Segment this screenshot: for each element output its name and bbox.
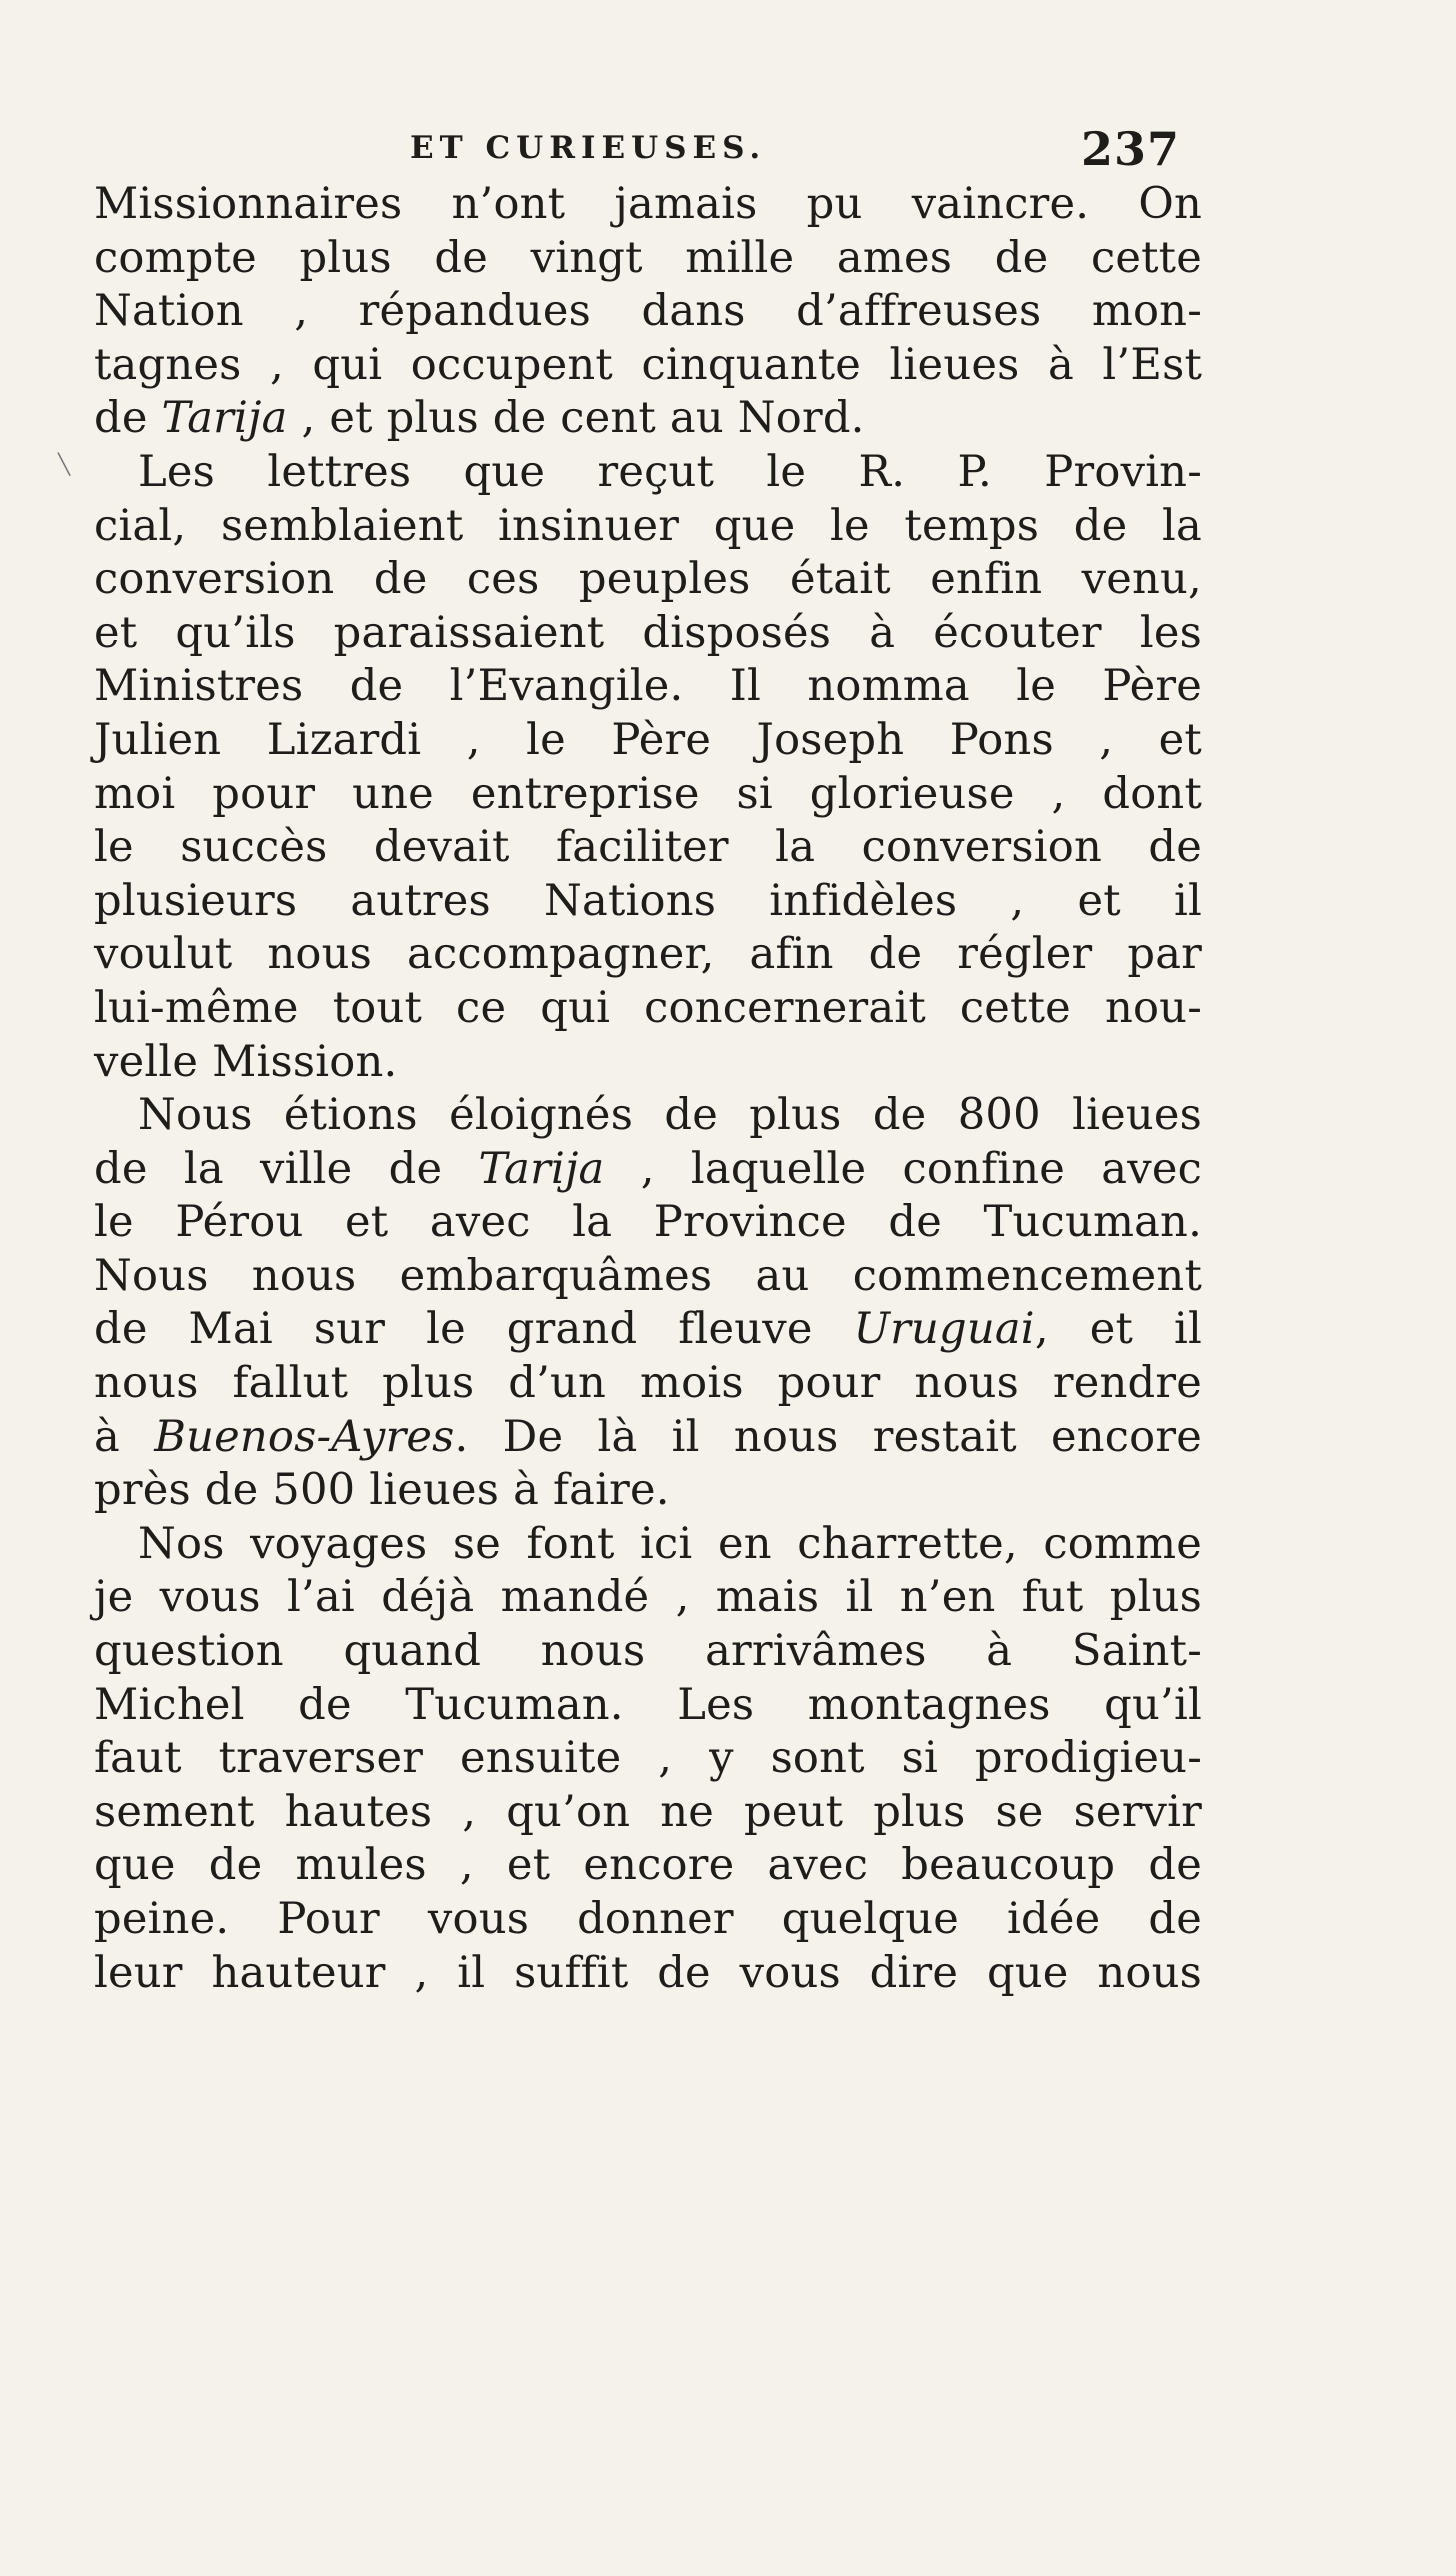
text-segment: voulut nous accompagner, afin de régler par xyxy=(94,929,1202,980)
text-segment: Les lettres que reçut le R. P. Provin- xyxy=(138,446,1202,497)
text-segment: compte plus de vingt mille ames de cette xyxy=(94,232,1202,283)
text-line xyxy=(94,982,1202,1036)
text-segment: moi pour une entreprise si glorieuse , dont xyxy=(94,768,1202,819)
text-line xyxy=(94,875,1202,929)
text-segment: leur hauteur , il suffit de vous dire que nous xyxy=(94,1947,1202,1998)
text-segment: lui-même tout ce qui concernerait cette nou- xyxy=(94,982,1202,1033)
text-line xyxy=(94,607,1202,661)
italic-text-segment: Uruguai xyxy=(853,1304,1035,1355)
text-line xyxy=(94,1143,1202,1197)
text-line xyxy=(94,339,1202,393)
text-line xyxy=(94,553,1202,607)
italic-text-segment: Tarija xyxy=(161,393,288,444)
text-segment: faut traverser ensuite , y sont si prodigieu- xyxy=(94,1733,1202,1784)
text-line xyxy=(94,1196,1202,1250)
text-segment: Nous étions éloignés de plus de 800 lieues xyxy=(138,1090,1202,1141)
text-line xyxy=(94,392,1202,446)
italic-text-segment: Buenos-Ayres xyxy=(154,1411,455,1462)
text-line xyxy=(94,1411,1202,1465)
text-segment: le Pérou et avec la Province de Tucuman. xyxy=(94,1197,1202,1248)
text-line xyxy=(94,285,1202,339)
text-line xyxy=(94,1464,1202,1518)
text-segment: le succès devait faciliter la conversion de xyxy=(94,822,1202,873)
text-segment: question quand nous arrivâmes à Saint- xyxy=(94,1626,1202,1677)
body-text xyxy=(94,178,1202,2000)
text-segment: Nous nous embarquâmes au commencement xyxy=(94,1250,1202,1301)
text-line xyxy=(94,928,1202,982)
text-line xyxy=(94,1947,1202,2001)
text-segment: . De là il nous restait encore xyxy=(454,1411,1202,1462)
text-line xyxy=(94,1786,1202,1840)
text-segment: Nos voyages se font ici en charrette, comme xyxy=(138,1518,1202,1569)
text-segment: , et il xyxy=(1034,1304,1203,1355)
text-segment: Missionnaires n’ont jamais pu vaincre. On xyxy=(94,179,1202,229)
running-head xyxy=(380,122,1200,178)
text-line xyxy=(94,1036,1202,1090)
text-line xyxy=(94,660,1202,714)
text-line xyxy=(94,1518,1202,1572)
text-line xyxy=(94,446,1202,500)
text-line xyxy=(94,1893,1202,1947)
text-segment: peine. Pour vous donner quelque idée de xyxy=(94,1894,1202,1944)
text-line xyxy=(94,1250,1202,1304)
text-line xyxy=(94,232,1202,286)
text-segment: je vous l’ai déjà mandé , mais il n’en fut plus xyxy=(94,1572,1202,1623)
text-line xyxy=(94,714,1202,768)
text-segment: sement hautes , qu’on ne peut plus se servir xyxy=(94,1786,1202,1837)
text-segment: , et plus de cent au Nord. xyxy=(287,393,865,444)
text-line xyxy=(94,768,1202,822)
text-segment: Nation , répandues dans d’affreuses mon- xyxy=(94,286,1202,337)
text-segment: Julien Lizardi , le Père Joseph Pons , et xyxy=(94,714,1202,765)
text-line xyxy=(94,178,1202,232)
text-segment: et qu’ils paraissaient disposés à écouter les xyxy=(94,607,1202,658)
text-segment: près de 500 lieues à faire. xyxy=(94,1465,670,1516)
text-segment: plusieurs autres Nations infidèles , et il xyxy=(94,875,1202,926)
text-line xyxy=(94,821,1202,875)
text-segment: nous fallut plus d’un mois pour nous rendre xyxy=(94,1358,1202,1409)
italic-text-segment: Tarija xyxy=(478,1143,605,1194)
text-line xyxy=(94,1732,1202,1786)
text-line xyxy=(94,1303,1202,1357)
text-segment: Ministres de l’Evangile. Il nomma le Père xyxy=(94,661,1202,712)
running-head-title: ET CURIEUSES. xyxy=(410,130,767,166)
text-line xyxy=(94,1357,1202,1411)
text-line xyxy=(94,1679,1202,1733)
text-line xyxy=(94,1089,1202,1143)
text-segment: tagnes , qui occupent cinquante lieues à l’Est xyxy=(94,339,1202,390)
text-segment: conversion de ces peuples était enfin venu, xyxy=(94,554,1202,605)
text-segment: cial, semblaient insinuer que le temps de la xyxy=(94,500,1202,551)
text-segment: de Mai sur le grand fleuve xyxy=(94,1304,854,1355)
page-number: 237 xyxy=(1080,122,1180,176)
text-segment: à xyxy=(94,1411,155,1462)
text-segment: Michel de Tucuman. Les montagnes qu’il xyxy=(94,1679,1202,1730)
text-segment: de la ville de xyxy=(94,1143,479,1194)
text-line xyxy=(94,1571,1202,1625)
text-segment: , laquelle confine avec xyxy=(604,1143,1202,1194)
stray-mark-icon: ╲ xyxy=(58,452,71,476)
text-segment: velle Mission. xyxy=(94,1036,398,1087)
text-segment: de xyxy=(94,393,162,444)
text-line xyxy=(94,500,1202,554)
text-line xyxy=(94,1625,1202,1679)
text-line xyxy=(94,1839,1202,1893)
text-segment: que de mules , et encore avec beaucoup de xyxy=(94,1840,1202,1891)
